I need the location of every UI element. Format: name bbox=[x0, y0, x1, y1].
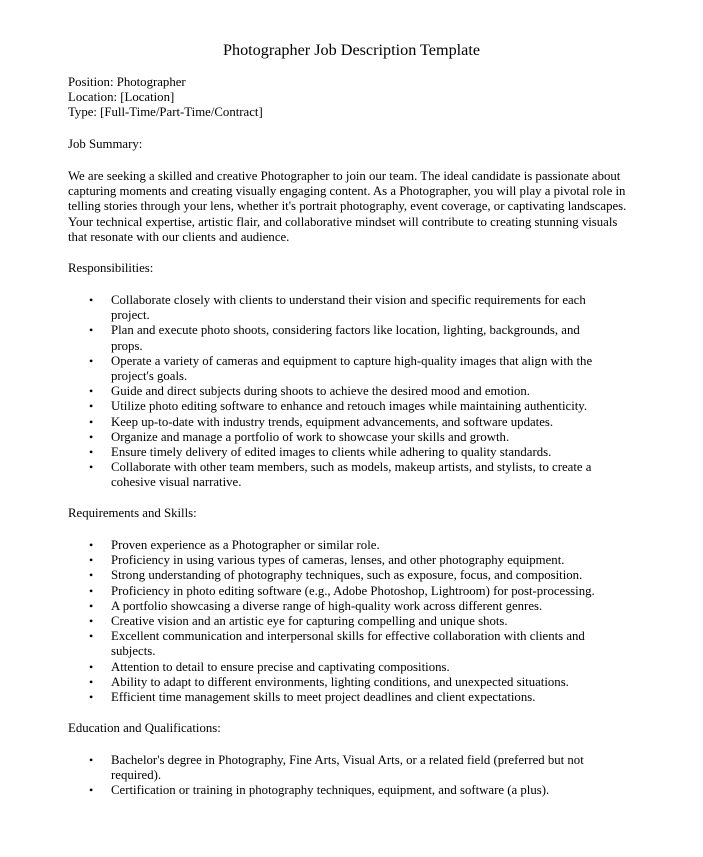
list-item-text: Strong understanding of photography techniques, such as exposure, focus, and composition. bbox=[111, 568, 583, 583]
bullet-icon: • bbox=[89, 583, 94, 598]
list-item-text: Guide and direct subjects during shoots to achieve the desired mood and emotion. bbox=[111, 384, 530, 399]
bullet-icon: • bbox=[89, 614, 94, 629]
responsibilities-list bbox=[0, 293, 703, 491]
list-item bbox=[0, 553, 601, 568]
list-item bbox=[0, 323, 601, 353]
bullet-icon: • bbox=[89, 323, 94, 338]
list-item bbox=[0, 584, 601, 599]
list-item-text: Certification or training in photography techniques, equipment, and software (a plus). bbox=[111, 783, 550, 798]
bullet-icon: • bbox=[89, 568, 94, 583]
bullet-icon: • bbox=[89, 399, 94, 414]
list-item-text: Ability to adapt to different environments, lighting conditions, and unexpected situations. bbox=[111, 674, 569, 689]
list-item bbox=[0, 753, 601, 783]
bullet-icon: • bbox=[89, 598, 94, 613]
list-item-text: A portfolio showcasing a diverse range of high-quality work across different genres. bbox=[111, 598, 543, 613]
list-item bbox=[0, 399, 601, 414]
bullet-icon: • bbox=[89, 460, 94, 475]
list-item bbox=[0, 538, 601, 553]
responsibilities-heading: Responsibilities: bbox=[68, 261, 154, 275]
list-item-text: Proven experience as a Photographer or similar role. bbox=[111, 538, 380, 552]
page-title: Photographer Job Description Template bbox=[222, 41, 481, 59]
list-item-text: Efficient time management skills to meet project deadlines and client expectations. bbox=[111, 690, 536, 705]
list-item bbox=[0, 354, 601, 384]
position-line: Position: Photographer bbox=[68, 75, 186, 89]
list-item bbox=[0, 293, 601, 323]
bullet-icon: • bbox=[89, 629, 94, 644]
bullet-icon: • bbox=[89, 353, 94, 368]
bullet-icon: • bbox=[89, 690, 94, 705]
bullet-icon: • bbox=[89, 445, 94, 460]
list-item-text: Proficiency in photo editing software (e.g., Adobe Photoshop, Lightroom) for post-processing. bbox=[111, 583, 595, 598]
bullet-icon: • bbox=[89, 674, 94, 689]
list-item-text: Collaborate with other team members, such as models, makeup artists, and stylists, to create a cohesive visual narrative. bbox=[111, 460, 592, 490]
requirements-heading: Requirements and Skills: bbox=[68, 506, 197, 520]
list-item-text: Operate a variety of cameras and equipment to capture high-quality images that align with the project's goals. bbox=[111, 353, 593, 384]
list-item bbox=[0, 460, 601, 490]
list-item bbox=[0, 384, 601, 399]
list-item-text: Creative vision and an artistic eye for capturing compelling and unique shots. bbox=[111, 614, 508, 629]
job-summary-text: We are seeking a skilled and creative Photographer to join our team. The ideal candidate is passionate about capturing moments and creating visually engaging content. As a Photographer, you will play a pivotal role in telling stories through your lens, whether it's portrait photography, event coverage, or captivating landscapes. Your technical expertise, artistic flair, and collaborative mindset will contribute to creating stunning visuals that resonate with our clients and audience. bbox=[68, 169, 627, 244]
list-item bbox=[0, 614, 601, 629]
list-item-text: Keep up-to-date with industry trends, equipment advancements, and software updates. bbox=[111, 414, 554, 429]
list-item bbox=[0, 430, 601, 445]
bullet-icon: • bbox=[89, 753, 94, 767]
requirements-list bbox=[0, 538, 703, 705]
list-item bbox=[0, 660, 601, 675]
list-item bbox=[0, 690, 601, 705]
list-item-text: Bachelor's degree in Photography, Fine Arts, Visual Arts, or a related field (preferred but not required). bbox=[111, 753, 584, 783]
list-item-text: Attention to detail to ensure precise and captivating compositions. bbox=[111, 659, 450, 674]
job-summary-heading: Job Summary: bbox=[68, 137, 143, 151]
list-item-text: Excellent communication and interpersonal skills for effective collaboration with clients and subjects. bbox=[111, 629, 585, 659]
bullet-icon: • bbox=[89, 659, 94, 674]
list-item bbox=[0, 568, 601, 583]
list-item-text: Proficiency in using various types of cameras, lenses, and other photography equipment. bbox=[111, 553, 565, 568]
list-item-text: Plan and execute photo shoots, considering factors like location, lighting, backgrounds, and props. bbox=[111, 323, 580, 353]
job-meta bbox=[68, 75, 263, 121]
list-item bbox=[0, 783, 601, 798]
education-heading: Education and Qualifications: bbox=[68, 721, 221, 735]
list-item bbox=[0, 599, 601, 614]
education-list bbox=[0, 753, 703, 799]
bullet-icon: • bbox=[89, 538, 94, 552]
type-line: Type: [Full-Time/Part-Time/Contract] bbox=[68, 105, 263, 120]
bullet-icon: • bbox=[89, 293, 94, 307]
list-item-text: Ensure timely delivery of edited images to clients while adhering to quality standards. bbox=[111, 445, 552, 460]
list-item bbox=[0, 445, 601, 460]
bullet-icon: • bbox=[89, 384, 94, 399]
location-line: Location: [Location] bbox=[68, 90, 175, 105]
list-item bbox=[0, 675, 601, 690]
bullet-icon: • bbox=[89, 414, 94, 429]
list-item-text: Organize and manage a portfolio of work to showcase your skills and growth. bbox=[111, 429, 510, 444]
bullet-icon: • bbox=[89, 783, 94, 798]
bullet-icon: • bbox=[89, 553, 94, 568]
list-item bbox=[0, 415, 601, 430]
bullet-icon: • bbox=[89, 429, 94, 444]
list-item-text: Utilize photo editing software to enhance and retouch images while maintaining authenticity. bbox=[111, 399, 588, 414]
list-item bbox=[0, 629, 601, 659]
list-item-text: Collaborate closely with clients to understand their vision and specific requirements for each project. bbox=[111, 293, 586, 323]
